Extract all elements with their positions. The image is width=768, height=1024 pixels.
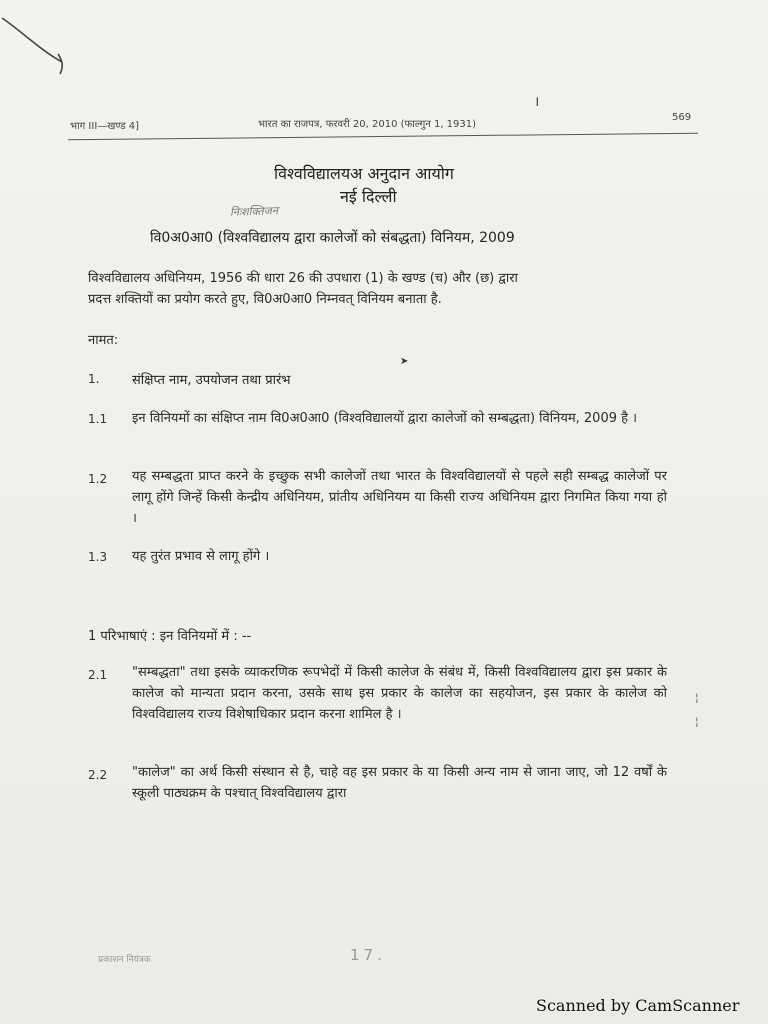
page-number: 569: [672, 112, 692, 123]
regulation-title: वि0अ0आ0 (विश्वविद्यालय द्वारा कालेजों को संबद्धता) विनियम, 2009: [150, 230, 515, 246]
scanner-watermark: Scanned by CamScanner: [536, 996, 740, 1015]
item-number: 2.1: [88, 668, 108, 682]
section-title: संक्षिप्त नाम, उपयोजन तथा प्रारंभ: [132, 373, 291, 388]
handwritten-note: निःशक्तिजन: [229, 204, 279, 219]
section-label: भाग III—खण्ड 4]: [70, 121, 139, 132]
section-number: 1.: [88, 372, 100, 386]
corner-scribble-mark: [0, 0, 80, 80]
item-text: यह तुरंत प्रभाव से लागू होंगे ।: [132, 549, 270, 564]
item-number: 1.1: [88, 412, 108, 426]
stray-mark: ➤: [400, 356, 409, 367]
item-text: "कालेज" का अर्थ किसी संस्थान से है, चाहे वह इस प्रकार के या किसी अन्य नाम से जाना जाए, जो 12 वर्षों के स्कूली पाठ्यक्रम के पश्चात् विश्वविद्यालय द्वारा: [132, 765, 667, 801]
header-divider: [68, 133, 698, 141]
item-number: 1.2: [88, 472, 108, 486]
top-mark: ।: [534, 94, 540, 110]
item-number: 1.3: [88, 550, 108, 564]
gazette-line: भारत का राजपत्र, फरवरी 20, 2010 (फाल्गुन 1, 1931): [258, 119, 477, 130]
item-text: "सम्बद्धता" तथा इसके व्याकरणिक रूपभेदों में किसी कालेज के संबंध में, किसी विश्वविद्यालय द्वारा इस प्रकार के कालेज को मान्यता प्रदान करना, उसके साथ इस प्रकार के कालेज का सहयोजन, इस प्रकार के कालेज को विश्वविद्यालय राज्य विशेषाधिकार प्रदान करना शामिल है ।: [132, 665, 667, 722]
intro-line: विश्वविद्यालय अधिनियम, 1956 की धारा 26 की उपधारा (1) के खण्ड (च) और (छ) द्वारा: [88, 271, 518, 286]
org-name: विश्वविद्यालयअ अनुदान आयोग: [274, 164, 454, 183]
namat-label: नामत:: [88, 333, 119, 348]
intro-paragraph: [88, 268, 678, 310]
item-text: इन विनियमों का संक्षिप्त नाम वि0अ0आ0 (विश्वविद्यालयों द्वारा कालेजों को सम्बद्धता) विनियम, 2009 है ।: [132, 411, 638, 426]
printer-stamp: प्रकाशन नियंत्रक: [98, 955, 151, 965]
page-marker: 17.: [350, 946, 386, 964]
item-text: यह सम्बद्धता प्राप्त करने के इच्छुक सभी कालेजों तथा भारत के विश्वविद्यालयों से पहले सही सम्बद्ध कालेजों पर लागू होंगे जिन्हें किसी केन्द्रीय अधिनियम, प्रांतीय अधिनियम या किसी राज्य अधिनियम द्वारा निगमित किया गया हो ।: [132, 469, 667, 526]
item-number: 2.2: [88, 768, 108, 782]
intro-line: प्रदत्त शक्तियों का प्रयोग करते हुए, वि0अ0आ0 निम्नवत् विनियम बनाता है.: [88, 292, 442, 307]
city-name: नई दिल्ली: [340, 187, 397, 206]
margin-marks: ¦ ¦: [695, 691, 699, 728]
definitions-heading: 1 परिभाषाएं : इन विनियमों में : --: [88, 629, 252, 644]
